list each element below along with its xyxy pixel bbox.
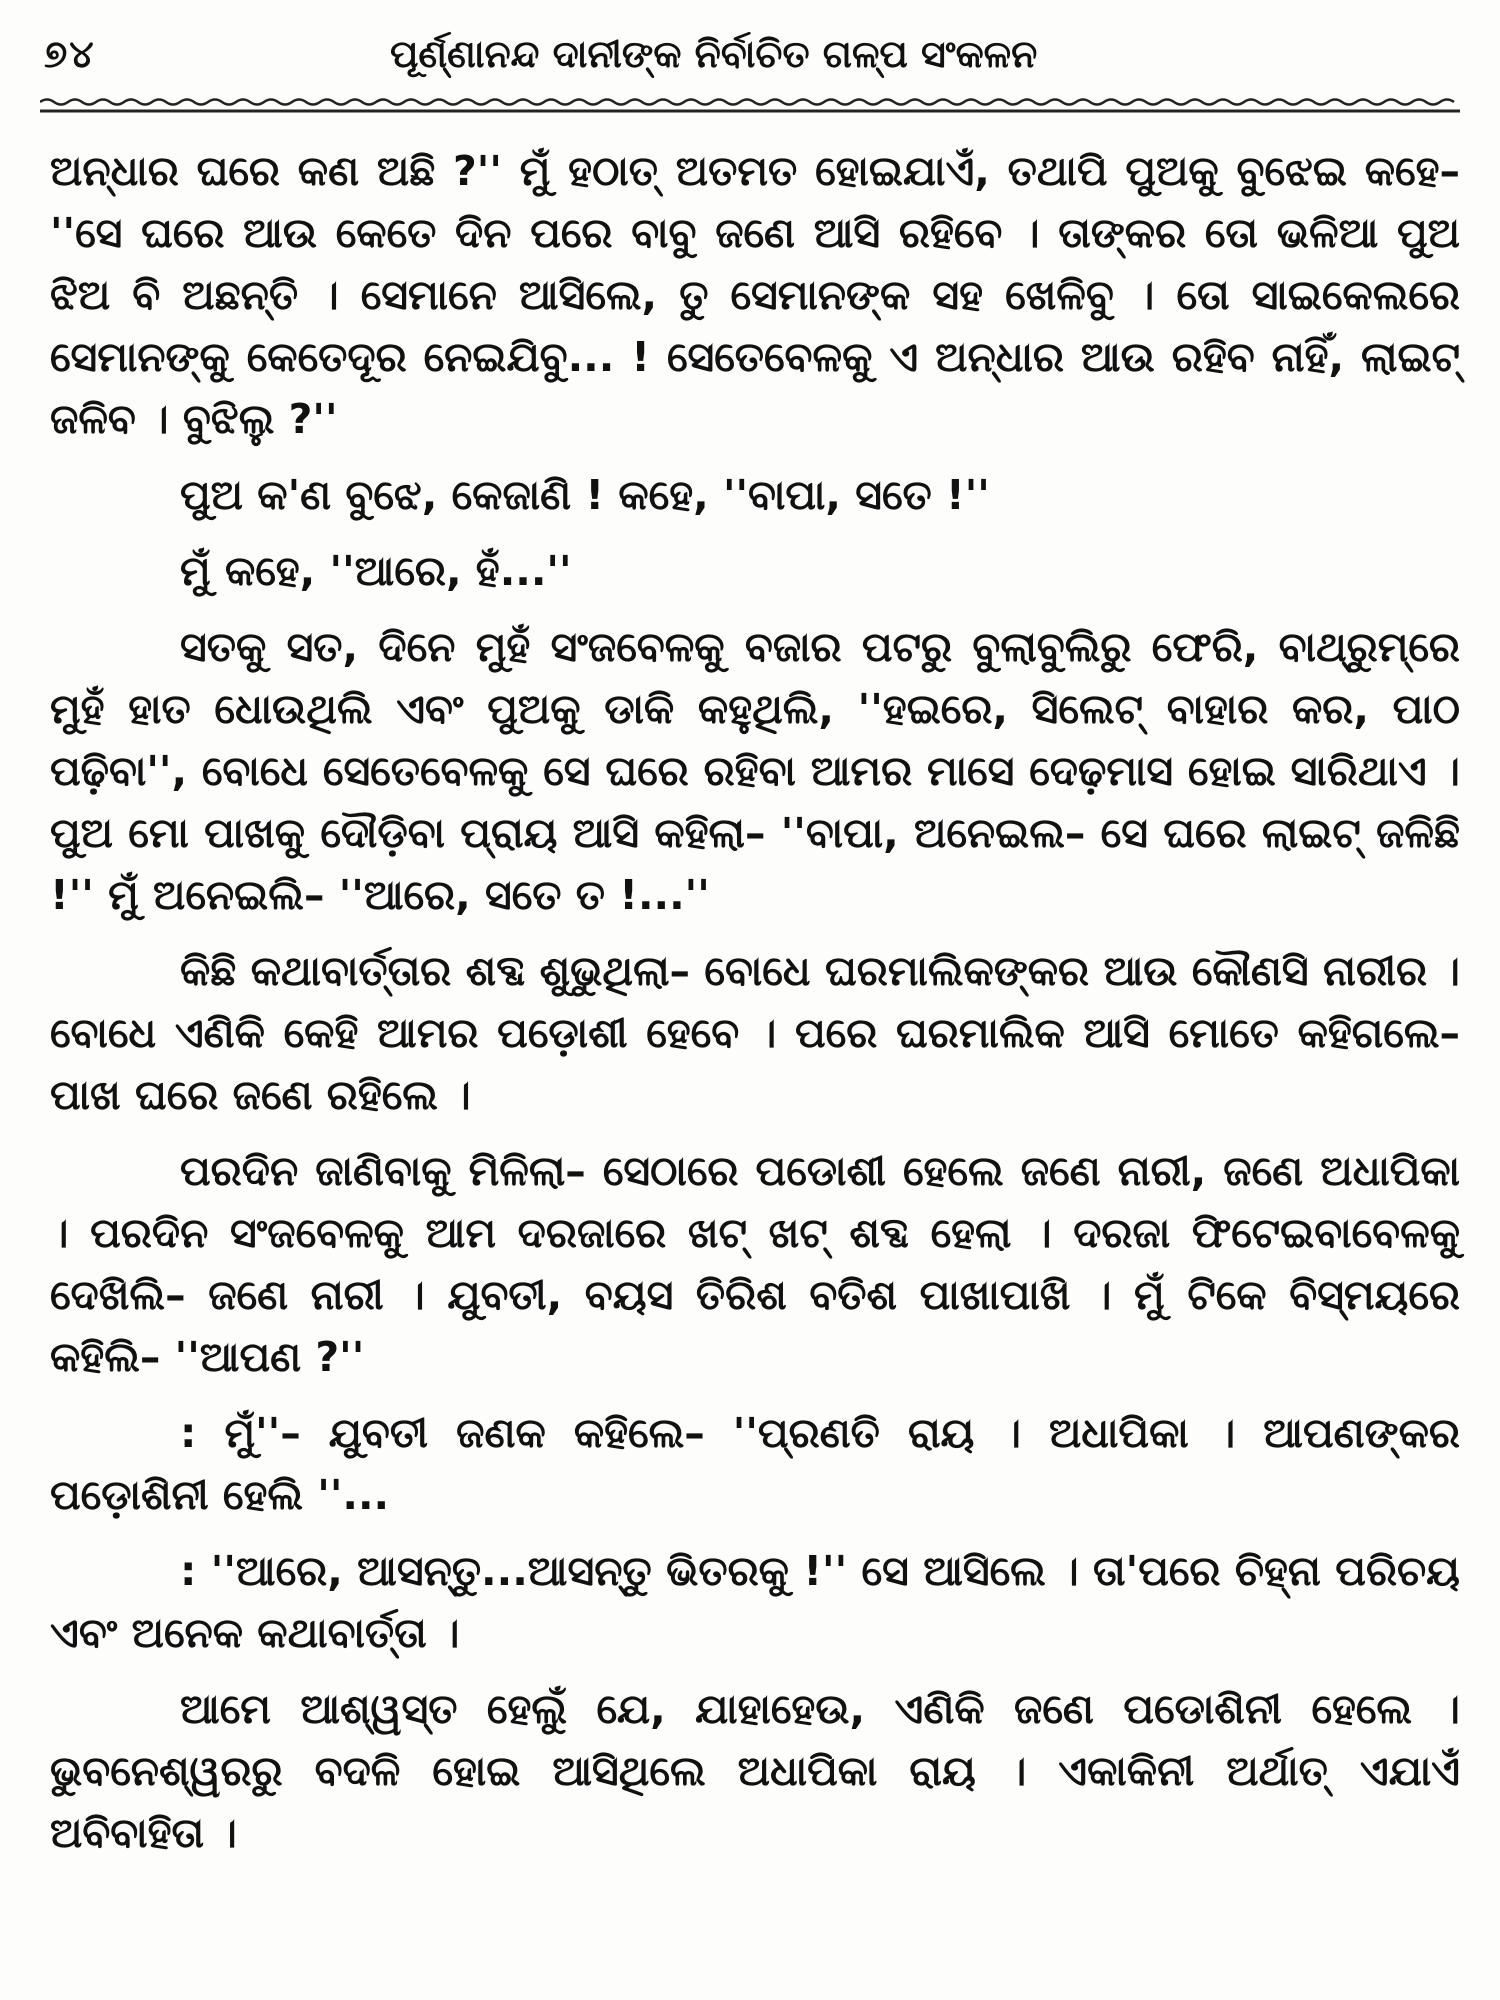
- decorative-double-rule: [40, 96, 1460, 118]
- story-body: [50, 140, 1460, 1878]
- paragraph-6: ପରଦିନ ଜାଣିବାକୁ ମିଳିଲା– ସେଠାରେ ପଡୋଶୀ ହେଲେ ଜଣେ ନାରୀ, ଜଣେ ଅଧାପିକା । ପରଦିନ ସଂଜବେଳକୁ ଆମ ଦରଜାରେ ଖଟ୍ ଖଟ୍ ଶବ୍ଦ ହେଲା । ଦରଜା ଫିଟେଇବାବେଳକୁ ଦେଖିଲି– ଜଣେ ନାରୀ । ଯୁବତୀ, ବୟସ ତିରିଶ ବତିଶ ପାଖାପାଖି । ମୁଁ ଟିକେ ବିସ୍ମୟରେ କହିଲି– ''ଆପଣ ?'': [50, 1147, 1460, 1381]
- running-title: ପୂର୍ଣ୍ଣାନନ୍ଦ ଦାନୀଙ୍କ ନିର୍ବାଚିତ ଗଳ୍ପ ସଂକଳନ: [390, 32, 1038, 76]
- paragraph-9: ଆମେ ଆଶ୍ୱସ୍ତ ହେଲୁଁ ଯେ, ଯାହାହେଉ, ଏଣିକି ଜଣେ ପଡୋଶିନୀ ହେଲେ । ଭୁବନେଶ୍ୱରରୁ ବଦଳି ହୋଇ ଆସିଥିଲେ ଅଧାପିକା ରାୟ । ଏକାକିନୀ ଅର୍ଥାତ୍ ଏଯାଏଁ ଅବିବାହିତା ।: [50, 1685, 1460, 1857]
- paragraph-2: ପୁଅ କ'ଣ ବୁଝେ, କେଜାଣି ! କହେ, ''ବାପା, ସତେ !'': [180, 471, 990, 519]
- paragraph-7: : ମୁଁ''– ଯୁବତୀ ଜଣକ କହିଲେ– ''ପ୍ରଣତି ରାୟ । ଅଧାପିକା । ଆପଣଙ୍କର ପଡ଼ୋଶିନୀ ହେଲି ''...: [50, 1409, 1460, 1519]
- paragraph-8: : ''ଆରେ, ଆସନ୍ତୁ...ଆସନ୍ତୁ ଭିତରକୁ !'' ସେ ଆସିଲେ । ତା'ପରେ ଚିହ୍ନା ପରିଚୟ ଏବଂ ଅନେକ କଥାବାର୍ତ୍ତା ।: [50, 1547, 1460, 1657]
- paragraph-5: କିଛି କଥାବାର୍ତ୍ତାର ଶବ୍ଦ ଶୁଭୁଥିଲା– ବୋଧେ ଘରମାଲିକଙ୍କର ଆଉ କୌଣସି ନାରୀର । ବୋଧେ ଏଣିକି କେହି ଆମର ପଡ଼ୋଶୀ ହେବେ । ପରେ ଘରମାଲିକ ଆସି ମୋତେ କହିଗଲେ– ପାଖ ଘରେ ଜଣେ ରହିଲେ ।: [50, 947, 1460, 1119]
- page-header: [40, 30, 1460, 90]
- paragraph-4: ସତକୁ ସତ, ଦିନେ ମୁହଁ ସଂଜବେଳକୁ ବଜାର ପଟରୁ ବୁଲାବୁଲିରୁ ଫେରି, ବାଥ୍‌ରୁମ୍‌ରେ ମୁହଁ ହାତ ଧୋଉଥିଲି ଏବଂ ପୁଅକୁ ଡାକି କହୁଥିଲି, ''ହଇରେ, ସିଲେଟ୍ ବାହାର କର, ପାଠ ପଢ଼ିବା'', ବୋଧେ ସେତେବେଳକୁ ସେ ଘରେ ରହିବା ଆମର ମାସେ ଦେଢ଼ମାସ ହୋଇ ସାରିଥାଏ । ପୁଅ ମୋ ପାଖକୁ ଦୌଡ଼ିବା ପ୍ରାୟ ଆସି କହିଲା– ''ବାପା, ଅନେଇଲ– ସେ ଘରେ ଲାଇଟ୍ ଜଳିଛି !'' ମୁଁ ଅନେଇଲି– ''ଆରେ, ସତେ ତ !...'': [50, 623, 1460, 919]
- paragraph-1: ଅନ୍ଧାର ଘରେ କଣ ଅଛି ?'' ମୁଁ ହଠାତ୍ ଅତମତ ହୋଇଯାଏଁ, ତଥାପି ପୁଅକୁ ବୁଝେଇ କହେ– ''ସେ ଘରେ ଆଉ କେତେ ଦିନ ପରେ ବାବୁ ଜଣେ ଆସି ରହିବେ । ତାଙ୍କର ତୋ ଭଳିଆ ପୁଅ ଝିଅ ବି ଅଛନ୍ତି । ସେମାନେ ଆସିଲେ, ତୁ ସେମାନଙ୍କ ସହ ଖେଳିବୁ । ତୋ ସାଇକେଲରେ ସେମାନଙ୍କୁ କେତେଦୂର ନେଇଯିବୁ... ! ସେତେବେଳକୁ ଏ ଅନ୍ଧାର ଆଉ ରହିବ ନାହିଁ, ଲାଇଟ୍ ଜଳିବ । ବୁଝିଲୁ ?'': [50, 147, 1460, 443]
- paragraph-3: ମୁଁ କହେ, ''ଆରେ, ହଁ...'': [180, 547, 572, 595]
- page-number: ୭୪: [44, 32, 96, 76]
